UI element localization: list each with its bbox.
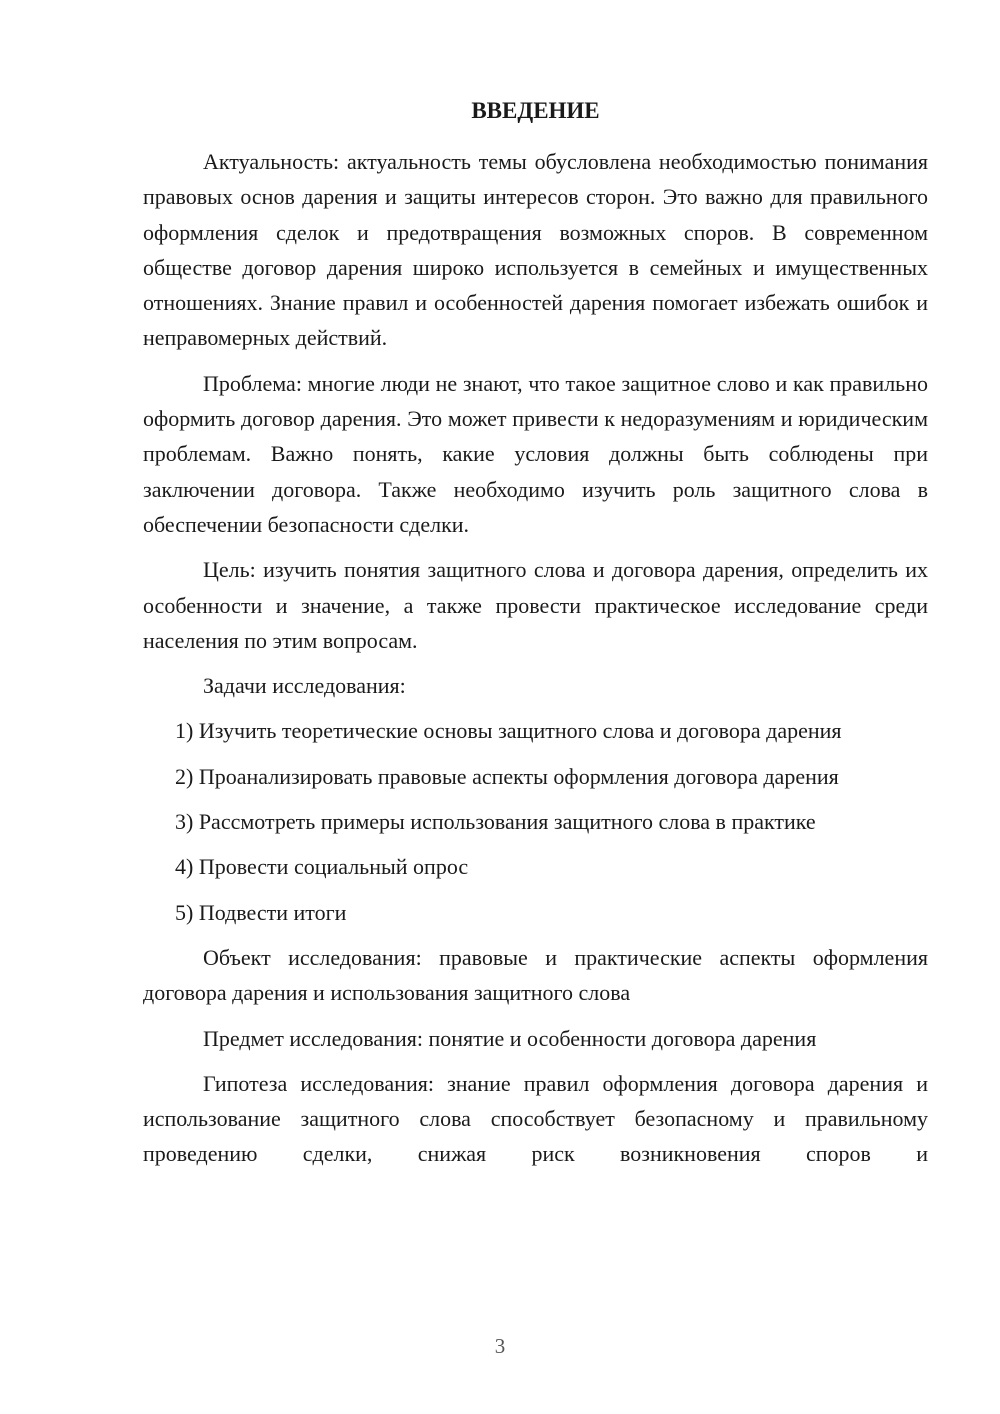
paragraph-object: Объект исследования: правовые и практические аспекты оформления договора дарения и использования защитного слова [143,944,928,1006]
section-title: ВВЕДЕНИЕ [471,98,600,123]
task-item-4: 4) Провести социальный опрос [175,854,469,880]
paragraph-subject: Предмет исследования: понятие и особенности договора дарения [203,1025,817,1051]
paragraph-goal: Цель: изучить понятия защитного слова и договора дарения, определить их особенности и значение, а также провести практическое исследование среди населения по этим вопросам. [143,557,928,653]
document-page [143,96,928,1182]
task-item-1: 1) Изучить теоретические основы защитного слова и договора дарения [175,718,842,744]
task-item-3: 3) Рассмотреть примеры использования защитного слова в практике [175,809,816,835]
task-item-5: 5) Подвести итоги [175,899,347,925]
paragraph-tasks-heading: Задачи исследования: [203,673,406,699]
paragraph-relevance: Актуальность: актуальность темы обусловлена необходимостью понимания правовых основ дарения и защиты интересов сторон. Это важно для правильного оформления сделок и предотвращения возможных споров. В современном обществе договор дарения широко используется в семейных и имущественных отношениях. Знание правил и особенностей дарения помогает избежать ошибок и неправомерных действий. [143,149,928,351]
paragraph-problem: Проблема: многие люди не знают, что такое защитное слово и как правильно оформить договор дарения. Это может привести к недоразумениям и юридическим проблемам. Важно понять, какие условия должны быть соблюдены при заключении договора. Также необходимо изучить роль защитного слова в обеспечении безопасности сделки. [143,370,928,537]
page-number: 3 [494,1334,506,1358]
paragraph-hypothesis: Гипотеза исследования: знание правил оформления договора дарения и использование защитного слова способствует безопасному и правильному проведению сделки, снижая риск возникновения споров и [143,1070,928,1167]
task-item-2: 2) Проанализировать правовые аспекты оформления договора дарения [175,763,839,789]
